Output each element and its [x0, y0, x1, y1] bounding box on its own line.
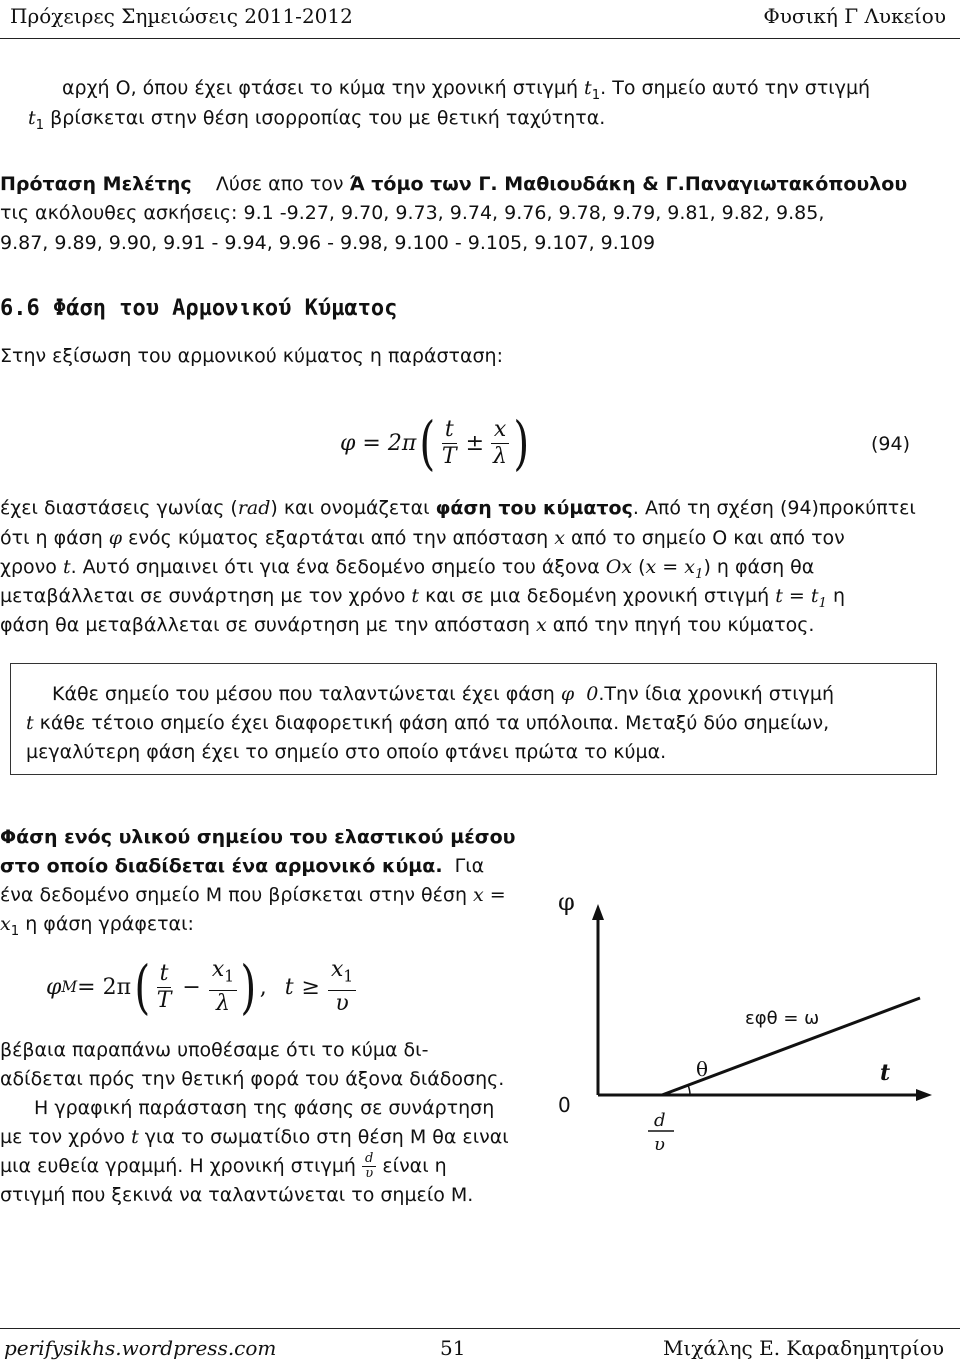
box-line-1: Κάθε σηµείο του µέσου που ταλαντώνεται έχει φάση φ 0.Την ίδια χρονική στιγµή	[52, 683, 835, 705]
equation-94: φ = 2π ( $\frac{t}{T}$ ± $\frac{x}{\lambda}$ )	[340, 409, 530, 477]
graph-tick-num: d	[654, 1110, 666, 1131]
graph-x-arrow	[916, 1089, 932, 1101]
paragraph1-line-2: ότι η φάση φ ενός κύµατος εξαρτάται από την απόσταση x από το σηµείο Ο και από τον	[0, 527, 845, 549]
graph-origin-label: 0	[558, 1093, 571, 1117]
paragraph1-line-5: φάση θα µεταβάλλεται σε συνάρτηση µε την απόσταση x από την πηγή του κύµατος.	[0, 614, 815, 636]
lower-para-line-6: στιγµή που ξεκινά να ταλαντώνεται το σηµείο Μ.	[0, 1184, 474, 1206]
graph-x-label: t	[880, 1060, 891, 1086]
footer-rule	[0, 1328, 960, 1329]
header-title-right: Φυσική Γ Λυκείου	[763, 4, 946, 28]
equation-number: (94)	[870, 433, 910, 455]
paragraph1-line-3: χρονο t. Αυτό σηµαινει ότι για ένα δεδοµένο σηµείο του άξονα Ox $(x = x_1)$ η φάση θα	[0, 556, 815, 582]
lower-line-2: στο οποίο διαδίδεται ένα αρµονικό κύµα. Για	[0, 855, 485, 877]
section-heading: 6.6 Φάση του Αρµονικού Κύµατος	[0, 296, 398, 321]
lower-line-3: ένα δεδοµένο σηµείο Μ που βρίσκεται στην θέση x =	[0, 884, 506, 906]
box-line-3: µεγαλύτερη φάση έχει το σηµείο στο οποίο φτάνει πρώτα το κύµα.	[26, 741, 667, 763]
section-intro: Στην εξίσωση του αρµονικού κύµατος η παράσταση:	[0, 345, 503, 367]
study-book: Ά τόµο των Γ. Μαθιουδάκη & Γ.Παναγιωτακόπουλου	[349, 173, 908, 195]
lower-heading: Φάση ενός υλικού σηµείου του ελαστικού µέσου	[0, 826, 516, 848]
graph-y-label: φ	[558, 888, 575, 916]
footer-url: perifysikhs.wordpress.com	[4, 1336, 277, 1360]
lower-para-line-2: αδίδεται πρός την θετική φορά του άξονα διάδοσης.	[0, 1068, 505, 1090]
intro-line-2: $t_1$ βρίσκεται στην θέση ισορροπίας του µε θετική ταχύτητα.	[28, 107, 606, 133]
intro-line-1: αρχή Ο, όπου έχει φτάσει το κύµα την χρονική στιγµή $t_1$. Το σηµείο αυτό την στιγµή	[62, 77, 871, 103]
paragraph1-line-1: έχει διαστάσεις γωνίας (rad) και ονοµάζεται φάση του κύµατος. Από τη σχέση (94)προκύπτει	[0, 497, 916, 519]
footer-author: Μιχάλης Ε. Καραδηµητρίου	[662, 1336, 944, 1360]
phase-time-graph	[540, 880, 940, 1155]
lower-line-4: $x_1$ η φάση γράφεται:	[0, 913, 194, 939]
graph-tick-den: υ	[654, 1134, 665, 1155]
footer-page-number: 51	[440, 1336, 466, 1360]
header-title-left: Πρόχειρες Σηµειώσεις 2011-2012	[10, 4, 353, 28]
study-proposal-line-3: 9.87, 9.89, 9.90, 9.91 - 9.94, 9.96 - 9.98, 9.100 - 9.105, 9.107, 9.109	[0, 232, 656, 254]
graph-theta-label: θ	[696, 1057, 709, 1081]
lower-para-line-4: µε τον χρόνο t για το σωµατίδιο στη θέση Μ θα ειναι	[0, 1126, 509, 1148]
equation-phi-m: φ M = 2π ( $\frac{t}{T}$ − $\frac{x_1}{\lambda}$ ) , t ≥ $\frac{x_1}{\upsilon}$	[46, 952, 356, 1022]
lower-para-line-5: µια ευθεία γραµµή. Η χρονική στιγµή $\frac{d}{\upsilon}$ είναι η	[0, 1151, 447, 1181]
box-line-2: t κάθε τέτοιο σηµείο έχει διαφορετική φάση από τα υπόλοιπα. Μεταξύ δύο σηµείων,	[26, 712, 830, 734]
paragraph1-line-4: µεταβάλλεται σε συνάρτηση µε τον χρόνο t και σε µια δεδοµένη χρονική στιγµή $t = t_1$ η	[0, 585, 846, 611]
graph-slope-label: εφθ = ω	[745, 1008, 820, 1029]
study-proposal-line-2: τις ακόλουθες ασκήσεις: 9.1 -9.27, 9.70, 9.73, 9.74, 9.76, 9.78, 9.79, 9.81, 9.82, 9.85,	[0, 202, 825, 224]
graph-y-arrow	[592, 904, 604, 920]
lower-para-line-3: Η γραφική παράσταση της φάσης σε συνάρτηση	[34, 1097, 495, 1119]
header-rule	[0, 38, 960, 39]
lower-para-line-1: βέβαια παραπάνω υποθέσαµε ότι το κύµα δι-	[0, 1039, 429, 1061]
study-proposal-line-1: Πρόταση Μελέτης Λύσε απο τον Ά τόµο των Γ. Μαθιουδάκη & Γ.Παναγιωτακόπουλου	[0, 173, 908, 195]
study-label: Πρόταση Μελέτης	[0, 173, 192, 195]
phase-term: φάση του κύµατος	[435, 497, 633, 519]
